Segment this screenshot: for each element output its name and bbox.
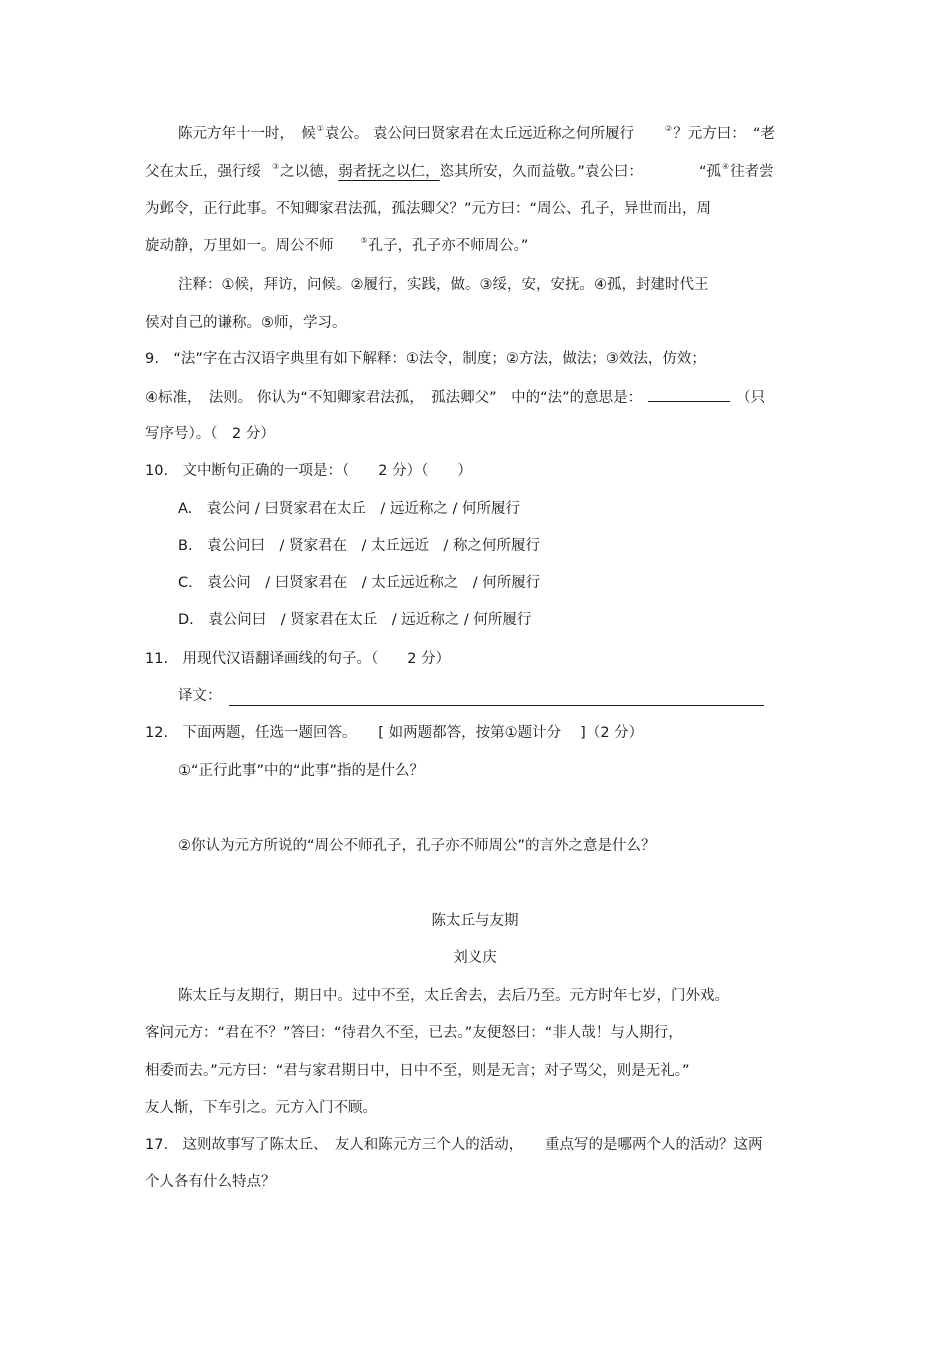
q11-stem: 11. 用现代汉语翻译画线的句子。（ 2 分） [145,651,451,667]
passage1-line-2-e: 往者尝 [730,164,774,180]
footnote-marker-4: ④ [721,162,730,171]
passage1-line-2-c: 恣其所安，久而益敬。”袁公曰： [439,164,643,180]
underlined-sentence: 弱者抚之以仁， [338,164,440,180]
q17-line-1: 17. 这则故事写了陈太丘、 友人和陈元方三个人的活动， 重点写的是哪两个人的活动？这两 [145,1137,763,1153]
passage1-line-4 [145,236,528,258]
q10-option-b: B. 袁公问曰 / 贤家君在 / 太丘远近 / 称之何所履行 [178,538,541,554]
passage2-title: 陈太丘与友期 [431,913,519,929]
q12-sub-question-1: ①“正行此事”中的“此事”指的是什么？ [178,763,425,779]
footnote-marker-2: ② [665,124,673,133]
passage1-line-4-b: 孔子，孔子亦不师周公。” [368,238,529,254]
footnote-marker-5: ⑤ [360,236,368,245]
q11-answer-line[interactable] [229,705,764,706]
passage1-line-2 [145,162,774,184]
passage1-line-2-d: “孤 [698,164,721,180]
q10-option-c: C. 袁公问 / 曰贤家君在 / 太丘远近称之 / 何所履行 [178,575,541,591]
q9-answer-blank[interactable] [648,386,730,402]
passage2-line-3: 相委而去。”元方曰：“君与家君期日中，日中不至，则是无言；对子骂父，则是无礼。” [145,1063,690,1079]
q11-translation-label: 译文： [178,688,222,704]
passage1-line-2-b: 之以德， [280,164,339,180]
annotation-line-1: 注释：①候，拜访，问候。②履行，实践，做。③绥，安，安抚。④孤，封建时代王 [178,277,709,293]
passage1-line-4-a: 旋动静，万里如一。周公不师 [145,238,334,254]
passage2-line-4: 友人惭，下车引之。元方入门不顾。 [145,1100,377,1116]
passage1-line-1 [178,124,775,146]
passage1-line-1-b: 袁公。 袁公问曰贤家君在太丘远近称之何所履行 [324,126,635,142]
footnote-marker-1: ① [316,124,324,133]
q12-stem: 12. 下面两题，任选一题回答。 [ 如两题都答，按第①题计分 ]（2 分） [145,725,644,741]
q10-option-a: A. 袁公问 / 曰贤家君在太丘 / 远近称之 / 何所履行 [178,501,520,517]
passage2-author: 刘义庆 [453,950,497,966]
passage1-line-1-a: 陈元方年十一时， 候 [178,126,316,142]
q9-line-2-b: （只 [736,390,766,406]
passage2-line-2: 客问元方：“君在不？”答曰：“待君久不至，已去。”友便怒曰：“非人哉！与人期行， [145,1025,683,1041]
q9-line-2 [145,386,765,408]
q10-stem: 10. 文中断句正确的一项是：（ 2 分）（ ） [145,463,472,479]
footnote-marker-3: ③ [272,162,280,171]
passage1-line-2-a: 父在太丘，强行绥 [145,164,261,180]
q17-line-2: 个人各有什么特点？ [145,1174,276,1190]
passage1-line-3: 为邺令，正行此事。不知卿家君法孤，孤法卿父？”元方曰：“周公、孔子，异世而出，周 [145,201,712,217]
q9-line-3: 写序号）。（ 2 分） [145,426,275,442]
q9-line-2-a: ④标准， 法则。 你认为“不知卿家君法孤， 孤法卿父” 中的“法”的意思是： [145,390,643,406]
annotation-line-2: 侯对自己的谦称。⑤师，学习。 [145,315,347,331]
q12-sub-question-2: ②你认为元方所说的“周公不师孔子，孔子亦不师周公”的言外之意是什么？ [178,838,656,854]
q10-option-d: D. 袁公问曰 / 贤家君在太丘 / 远近称之 / 何所履行 [178,612,532,628]
q9-line-1: 9. “法”字在古汉语字典里有如下解释：①法令，制度；②方法，做法；③效法，仿效； [145,351,706,367]
passage1-line-1-c: ？元方曰： “老 [673,126,775,142]
passage2-line-1: 陈太丘与友期行，期日中。过中不至，太丘舍去，去后乃至。元方时年七岁，门外戏。 [178,988,729,1004]
